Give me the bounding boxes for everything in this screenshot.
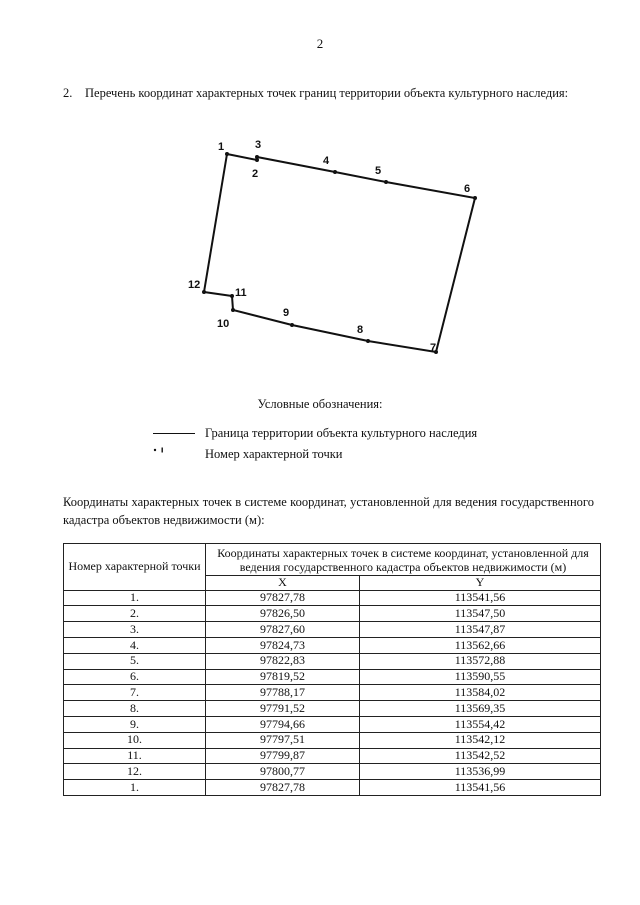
- point-label-1: 1: [218, 141, 225, 153]
- y-coordinate-cell: 113569,35: [360, 701, 601, 717]
- y-coordinate-cell: 113542,52: [360, 748, 601, 764]
- table-row: [64, 606, 601, 622]
- x-coordinate-cell: 97800,77: [206, 764, 360, 780]
- boundary-plan: [185, 130, 495, 365]
- point-marker: [290, 323, 294, 327]
- table-row: [64, 748, 601, 764]
- point-label-8: 8: [357, 324, 364, 336]
- point-markers: [202, 152, 477, 354]
- table-row: [64, 701, 601, 717]
- legend-boundary-label: Граница территории объекта культурного наследия: [205, 426, 478, 440]
- point-label-10: 10: [217, 318, 230, 330]
- legend-title: Условные обозначения:: [257, 397, 383, 411]
- y-coordinate-cell: 113584,02: [360, 685, 601, 701]
- table-row: [64, 622, 601, 638]
- legend-point-label: Номер характерной точки: [205, 447, 343, 461]
- y-coordinate-cell: 113541,56: [360, 590, 601, 606]
- boundary-line: [204, 154, 475, 352]
- point-marker: [230, 294, 234, 298]
- point-label-11: 11: [235, 287, 247, 299]
- x-coordinate-cell: 97826,50: [206, 606, 360, 622]
- column-header-coordinates: Координаты характерных точек в системе координат, установленной для ведения государственного кадастра объектов недвижимости (м): [206, 544, 601, 576]
- table-row: [64, 669, 601, 685]
- y-coordinate-cell: 113562,66: [360, 637, 601, 653]
- x-coordinate-cell: 97819,52: [206, 669, 360, 685]
- x-coordinate-cell: 97824,73: [206, 637, 360, 653]
- point-marker: [231, 308, 235, 312]
- table-row: [64, 653, 601, 669]
- column-header-point: Номер характерной точки: [64, 544, 206, 591]
- point-marker: [384, 180, 388, 184]
- point-marker: [333, 170, 337, 174]
- y-coordinate-cell: 113542,12: [360, 732, 601, 748]
- point-number-cell: 10.: [64, 732, 206, 748]
- x-coordinate-cell: 97794,66: [206, 716, 360, 732]
- point-number-cell: 1.: [64, 590, 206, 606]
- y-coordinate-cell: 113536,99: [360, 764, 601, 780]
- table-row: [64, 716, 601, 732]
- y-coordinate-cell: 113554,42: [360, 716, 601, 732]
- y-coordinate-cell: 113541,56: [360, 780, 601, 796]
- point-number-cell: 9.: [64, 716, 206, 732]
- point-number-cell: 11.: [64, 748, 206, 764]
- point-marker: [225, 152, 229, 156]
- point-number-cell: 7.: [64, 685, 206, 701]
- point-marker: [366, 339, 370, 343]
- table-row: [64, 764, 601, 780]
- coordinates-intro: Координаты характерных точек в системе координат, установленной для ведения государственного кадастра объектов недвижимости (м):: [63, 495, 594, 527]
- page-number: 2: [316, 36, 324, 51]
- point-marker: [202, 290, 206, 294]
- point-number-cell: 2.: [64, 606, 206, 622]
- point-label-12: 12: [188, 279, 201, 291]
- point-number-cell: 6.: [64, 669, 206, 685]
- section-title: Перечень координат характерных точек границ территории объекта культурного наследия:: [85, 86, 569, 100]
- column-header-y: Y: [360, 576, 601, 591]
- coordinates-table: [63, 543, 601, 796]
- point-label-4: 4: [323, 155, 330, 167]
- point-number-cell: 5.: [64, 653, 206, 669]
- point-number-cell: 4.: [64, 637, 206, 653]
- point-label-2: 2: [252, 168, 259, 180]
- boundary-line-symbol: [153, 433, 195, 434]
- point-number-cell: 8.: [64, 701, 206, 717]
- point-marker: [255, 155, 259, 159]
- point-label-3: 3: [255, 139, 262, 151]
- column-header-x: X: [206, 576, 360, 591]
- x-coordinate-cell: 97827,78: [206, 780, 360, 796]
- y-coordinate-cell: 113590,55: [360, 669, 601, 685]
- table-row: [64, 732, 601, 748]
- x-coordinate-cell: 97822,83: [206, 653, 360, 669]
- point-number-cell: 1.: [64, 780, 206, 796]
- x-coordinate-cell: 97799,87: [206, 748, 360, 764]
- x-coordinate-cell: 97827,78: [206, 590, 360, 606]
- y-coordinate-cell: 113547,87: [360, 622, 601, 638]
- section-heading: [63, 86, 568, 101]
- x-coordinate-cell: 97788,17: [206, 685, 360, 701]
- point-label-6: 6: [464, 183, 471, 195]
- x-coordinate-cell: 97827,60: [206, 622, 360, 638]
- point-label-9: 9: [283, 307, 290, 319]
- coordinates-table-body: [64, 590, 601, 795]
- y-coordinate-cell: 113547,50: [360, 606, 601, 622]
- table-row: [64, 637, 601, 653]
- point-label-7: 7: [430, 342, 437, 354]
- point-number-cell: 12.: [64, 764, 206, 780]
- point-marker-symbol: [153, 446, 165, 454]
- table-row: [64, 780, 601, 796]
- point-number-cell: 3.: [64, 622, 206, 638]
- point-marker: [473, 196, 477, 200]
- section-number: 2.: [63, 86, 73, 100]
- x-coordinate-cell: 97791,52: [206, 701, 360, 717]
- table-row: [64, 590, 601, 606]
- point-label-5: 5: [375, 165, 382, 177]
- x-coordinate-cell: 97797,51: [206, 732, 360, 748]
- y-coordinate-cell: 113572,88: [360, 653, 601, 669]
- table-row: [64, 685, 601, 701]
